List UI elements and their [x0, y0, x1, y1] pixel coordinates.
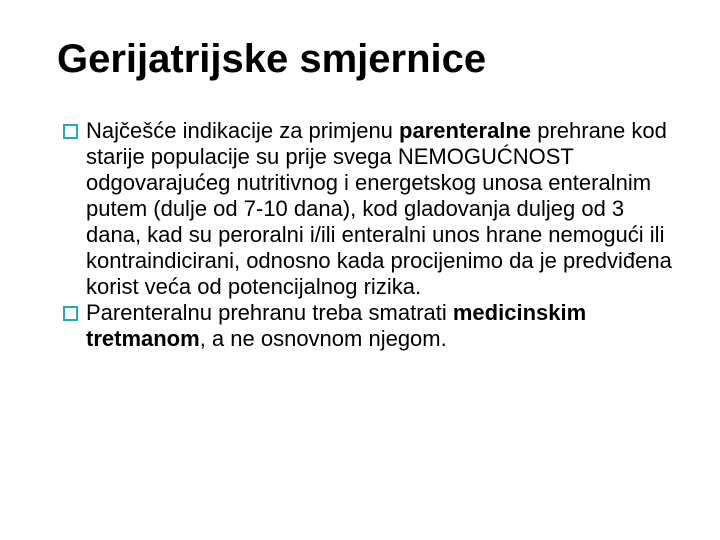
- bullet-text: [86, 300, 586, 351]
- bullet-text-part: Parenteralnu prehranu treba smatrati: [86, 300, 453, 325]
- bullet-text-bold: medicinskim tretmanom: [86, 300, 587, 351]
- bullet-item-treatment: [63, 300, 683, 352]
- hollow-square-bullet-icon: [63, 124, 78, 139]
- bullet-text-bold: parenteralne: [399, 118, 532, 143]
- hollow-square-bullet-icon: [63, 306, 78, 321]
- bullet-text-part: , a ne osnovnom njegom.: [199, 326, 447, 351]
- bullet-text-part: Najčešće indikacije za primjenu: [86, 118, 400, 143]
- bullet-list: [63, 118, 683, 352]
- bullet-item-indications: [63, 118, 683, 300]
- bullet-text-part: prehrane kod starije populacije su prije svega NEMOGUĆNOST odgovarajućeg nutritivnog i energetskog unosa enteralnim putem (dulje od 7-10 dana), kod gladovanja duljeg od 3 dana, kad su peroralni i/ili enteralni unos hrane nemogući ili kontraindicirani, odnosno kada procijenimo da je predviđena korist veća od potencijalnog rizika.: [86, 118, 672, 299]
- bullet-text: [86, 118, 672, 299]
- slide-title: Gerijatrijske smjernice: [57, 37, 487, 81]
